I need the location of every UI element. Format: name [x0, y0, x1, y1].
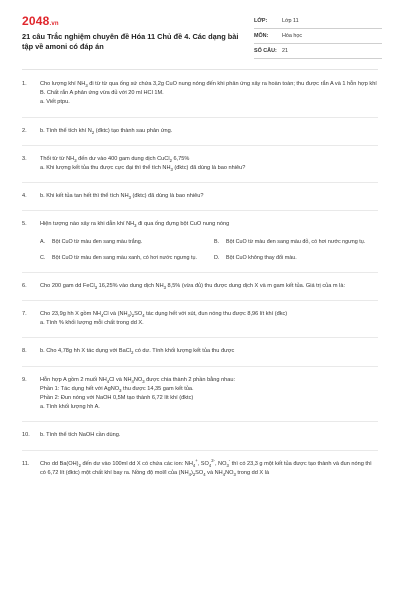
meta-key: LỚP: — [254, 18, 268, 24]
meta-table — [254, 14, 382, 59]
question-body — [40, 376, 378, 413]
question-text: a. Khi lượng kết tủa thu được cực đại thì thể tích $NH_3$ (đktc) đã dùng là bao nhiêu? — [40, 165, 246, 173]
question-item — [22, 218, 378, 272]
question-item — [22, 125, 378, 146]
answer-option[interactable] — [40, 254, 204, 263]
question-text: Cho dd $Ba(OH)_2$ đến dư vào 100ml dd X có chứa các ion: $NH_4^+$, $SO_4^{2-}$, $NO_3^-$ thì có 23,3 g một kết tủa được tạo thành và đun nóng thì có 6,72 lít (đktc) một chất khí bay ra. Nồng độ mol/l của $(NH_4)_2SO_4$ và $NH_4NO_3$ trong dd X là — [40, 457, 372, 477]
question-item — [22, 429, 378, 450]
question-text: b. Tính thể tích NaOH cần dùng. — [40, 432, 121, 439]
option-text: Bột CuO từ màu đen sang màu trắng. — [52, 238, 143, 245]
question-number: 9. — [22, 376, 27, 383]
answer-option[interactable] — [214, 238, 378, 247]
question-body — [40, 431, 378, 440]
question-text: Cho lượng khí $NH_3$ đi từ từ qua ống sứ chứa 3,2g CuO nung nóng đến khi phản ứng xảy ra hoàn toàn; thu được rắn A và 1 hỗn hợp khí B. Chất rắn A phản ứng vừa đủ với 20 ml HCl 1M. — [40, 81, 377, 97]
question-text: Cho 23,9g hh X gồm $NH_4Cl$ và $(NH_4)_2SO_4$ tác dụng hết với xút, đun nóng thu được 8,96 lít khí (đkc) — [40, 311, 288, 319]
question-item — [22, 458, 378, 492]
question-body — [40, 282, 378, 291]
question-item — [22, 345, 378, 366]
meta-row-subject — [254, 29, 382, 44]
meta-key: MÔN: — [254, 33, 269, 39]
question-item — [22, 308, 378, 338]
question-text: Cho 200 gam dd FeCl$_3$ 16,25% vào dung dịch $NH_3$ 8,5% (vừa đủ) thu được dung dịch X và m gam kết tủa. Giá trị của m là: — [40, 282, 346, 290]
question-number: 10. — [22, 432, 30, 439]
question-item — [22, 153, 378, 183]
option-text: Bột CuO không thay đổi màu. — [226, 255, 297, 262]
question-body — [40, 310, 378, 328]
question-text: a. Tính % khối lượng mỗi chất trong dd X. — [40, 320, 144, 327]
meta-value: Lớp 11 — [282, 18, 299, 24]
meta-row-count — [254, 44, 382, 59]
question-text: b. Cho 4,78g hh X tác dụng với BaCl$_2$ có dư. Tính khối lượng kết tủa thu được — [40, 348, 235, 356]
question-body — [40, 155, 378, 173]
question-item — [22, 280, 378, 301]
question-body — [40, 192, 378, 201]
logo-suffix: .vn — [49, 21, 59, 27]
option-text: Bột CuO từ màu đen sang màu đỏ, có hơi nước ngưng tụ. — [226, 238, 366, 245]
question-number: 11. — [22, 460, 30, 467]
question-body — [40, 347, 378, 356]
question-text: a. Tính khối lượng hh A. — [40, 404, 100, 411]
header-divider — [22, 69, 378, 70]
page-header — [0, 0, 400, 66]
question-text: b. Khi kết tủa tan hết thì thể tích $NH_3$ (đktc) đã dùng là bao nhiêu? — [40, 193, 204, 201]
option-label: C. — [40, 255, 46, 262]
answer-option[interactable] — [214, 254, 378, 263]
question-number: 3. — [22, 155, 27, 162]
question-text: b. Tính thể tích khí $N_2$ (đktc) tạo thành sau phản ứng. — [40, 127, 173, 135]
question-number: 4. — [22, 193, 27, 200]
option-label: A. — [40, 238, 46, 245]
question-text: Phần 1: Tác dụng hết với AgNO$_3$ thu được 14,35 gam kết tủa. — [40, 385, 194, 393]
option-label: D. — [214, 255, 220, 262]
question-body — [40, 457, 378, 492]
option-label: B. — [214, 238, 220, 245]
answer-options — [40, 238, 378, 263]
meta-value: Hóa học — [282, 33, 303, 39]
site-logo[interactable] — [22, 14, 59, 28]
option-text: Bột CuO từ màu đen sang màu xanh, có hơi nước ngưng tụ. — [52, 255, 197, 262]
question-number: 6. — [22, 282, 27, 289]
question-number: 1. — [22, 81, 27, 87]
question-body — [40, 80, 378, 108]
meta-row-class — [254, 14, 382, 29]
question-number: 8. — [22, 348, 27, 355]
question-item — [22, 374, 378, 423]
question-item — [22, 190, 378, 211]
question-text: Hỗn hợp A gồm 2 muối $NH_4Cl$ và $NH_4NO_3$ được chia thành 2 phần bằng nhau: — [40, 376, 236, 384]
question-text: a. Viết ptpu. — [40, 99, 70, 106]
question-item — [22, 78, 378, 118]
meta-value: 21 — [282, 48, 288, 54]
meta-key: SỐ CÂU: — [254, 48, 277, 54]
logo-main: 2048 — [22, 14, 50, 28]
question-number: 5. — [22, 221, 27, 228]
question-body — [40, 127, 378, 136]
question-number: 2. — [22, 127, 27, 134]
page-title: 21 câu Trắc nghiệm chuyên đề Hóa 11 Chủ đề 4. Các dạng bài tập về amoni có đáp án — [22, 32, 239, 51]
question-text: Thổi từ từ $NH_3$ đến dư vào 400 gam dung dịch CuCl$_2$ 6,75% — [40, 155, 190, 163]
question-body — [40, 220, 378, 262]
question-text: Phần 2: Đun nóng với NaOH 0,5M tạo thành 6,72 lít khí (đktc) — [40, 395, 194, 402]
question-list — [22, 78, 378, 499]
answer-option[interactable] — [40, 238, 204, 247]
question-text: Hiện tượng nào xảy ra khi dẫn khí $NH_3$ đi qua ống đựng bột CuO nung nóng — [40, 221, 230, 229]
question-number: 7. — [22, 311, 27, 318]
